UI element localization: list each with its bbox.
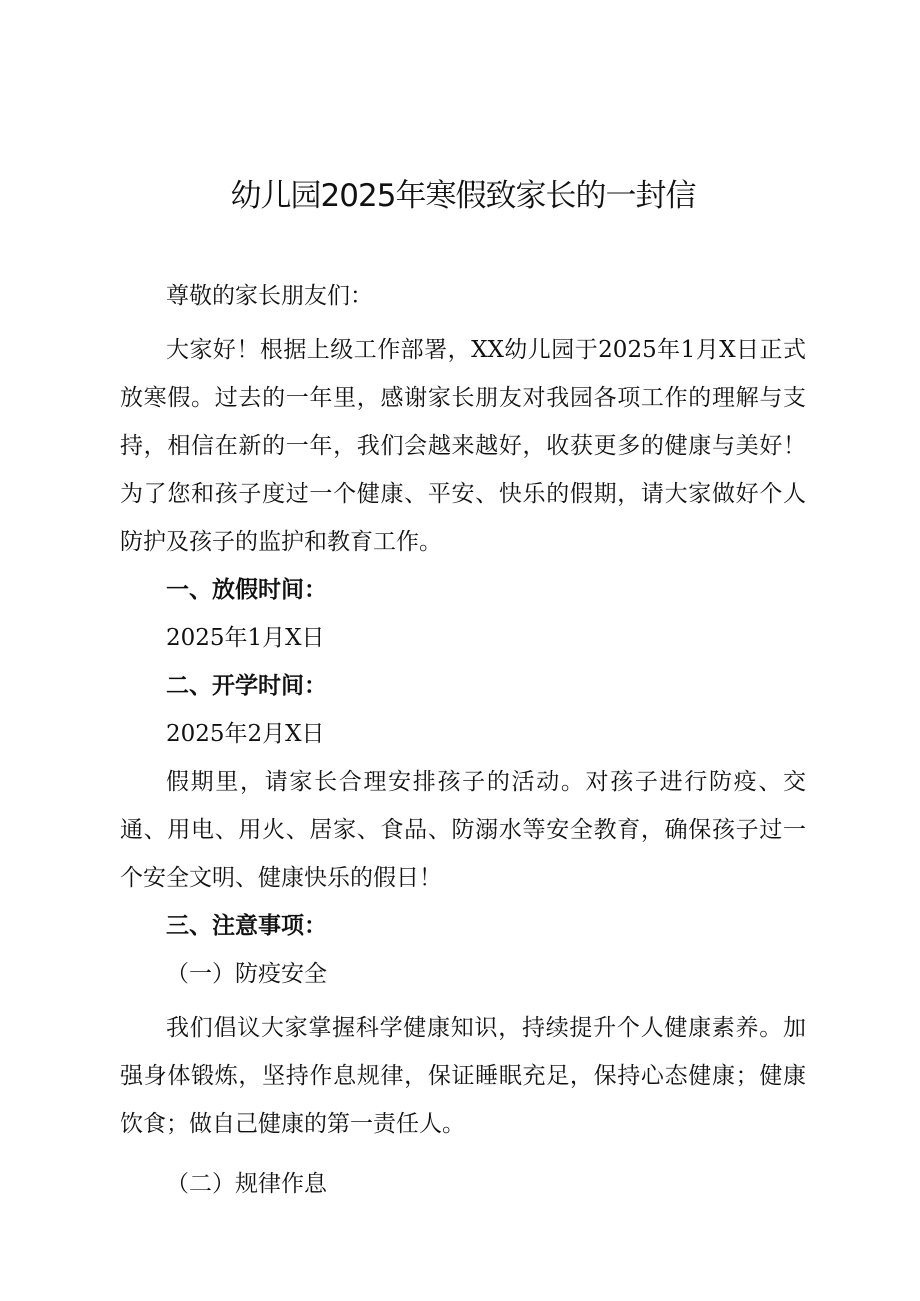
section-body-holiday-time: 2025年1月X日 [166,625,325,651]
section-heading-school-start: 二、开学时间： [166,673,327,699]
section-body-school-start: 2025年2月X日 [166,721,325,747]
subsection-title-epidemic-safety: （一）防疫安全 [166,961,327,987]
document-title: 幼儿园2025年寒假致家长的一封信 [230,178,696,214]
subsection-title-regular-schedule: （二）规律作息 [166,1171,327,1197]
spacer [120,1148,806,1160]
intro-paragraph: 大家好！根据上级工作部署，XX幼儿园于2025年1月X日正式放寒假。过去的一年里，感谢家长朋友对我园各项工作的理解与支持，相信在新的一年，我们会越来越好，收获更多的健康与美好！为了您和孩子度过一个健康、平安、快乐的假期，请大家做好个人防护及孩子的监护和教育工作。 [120,337,806,555]
subsection-body-epidemic-safety: 我们倡议大家掌握科学健康知识，持续提升个人健康素养。加强身体锻炼，坚持作息规律，保证睡眠充足，保持心态健康；健康饮食；做自己健康的第一责任人。 [120,1015,806,1137]
section-heading-holiday-time: 一、放假时间： [166,577,327,603]
section-heading-notices: 三、注意事项： [166,913,327,939]
holiday-note-paragraph: 假期里，请家长合理安排孩子的活动。对孩子进行防疫、交通、用电、用火、居家、食品、防溺水等安全教育，确保孩子过一个安全文明、健康快乐的假日！ [120,769,806,891]
document-body [120,272,806,1208]
salutation: 尊敬的家长朋友们： [166,283,373,309]
